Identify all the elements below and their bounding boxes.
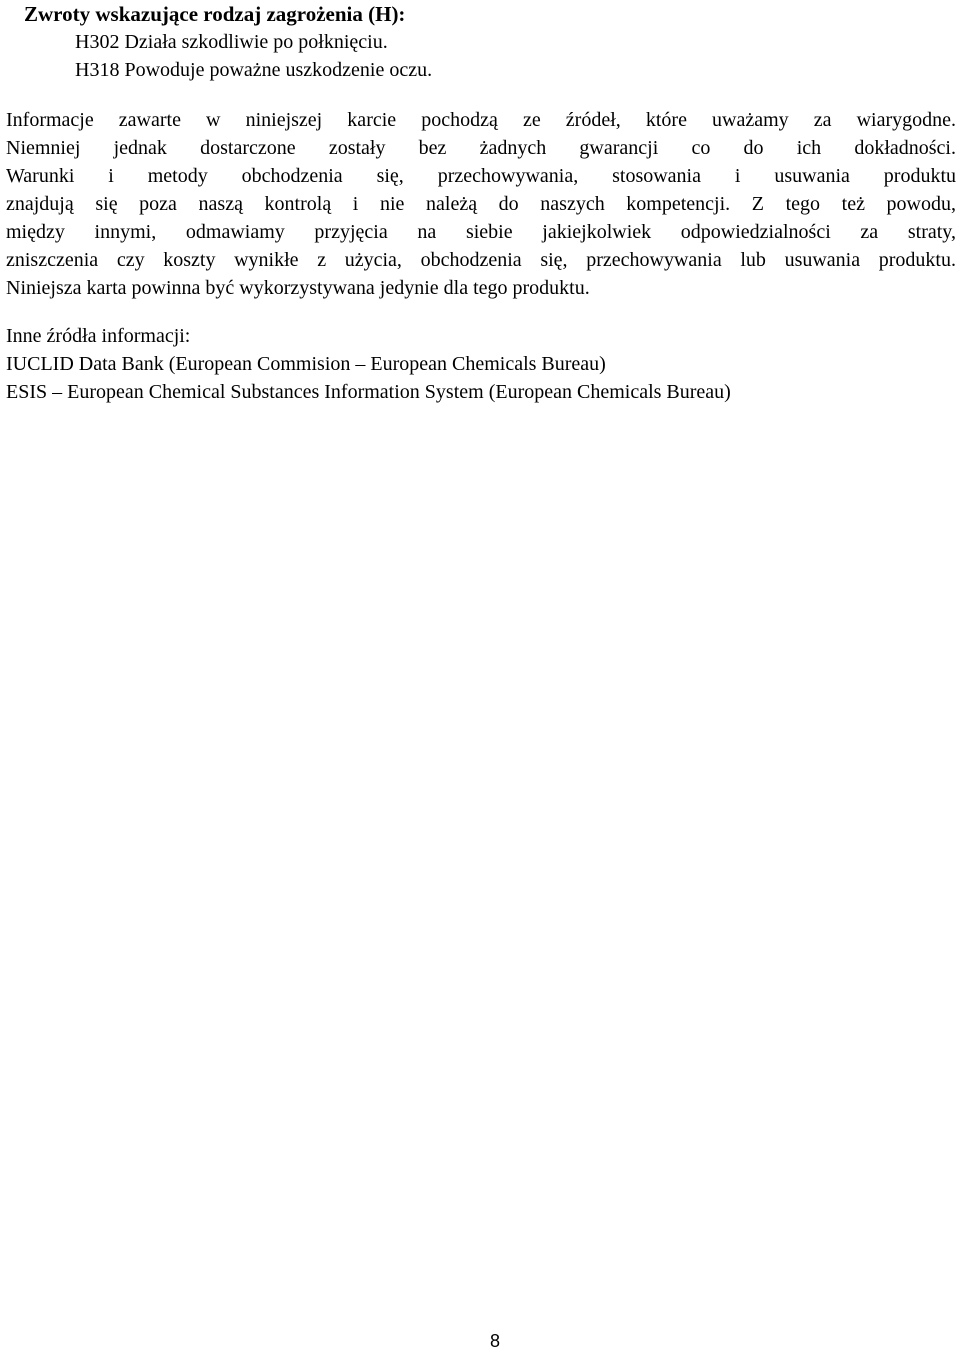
- disclaimer-line: Warunki i metody obchodzenia się, przechowywania, stosowania i usuwania produktu: [6, 165, 956, 187]
- disclaimer-line: Informacje zawarte w niniejszej karcie pochodzą ze źródeł, które uważamy za wiarygodne.: [6, 109, 956, 131]
- other-sources-section: [6, 322, 956, 406]
- other-sources-title: Inne źródła informacji:: [6, 325, 191, 347]
- disclaimer-line: zniszczenia czy koszty wynikłe z użycia, obchodzenia się, przechowywania lub usuwania produktu.: [6, 249, 956, 271]
- hazard-statements-list: [6, 28, 956, 84]
- source-item-iuclid: IUCLID Data Bank (European Commision – European Chemicals Bureau): [6, 353, 606, 375]
- source-item-esis: ESIS – European Chemical Substances Information System (European Chemicals Bureau): [6, 381, 731, 403]
- disclaimer-line: między innymi, odmawiamy przyjęcia na siebie jakiejkolwiek odpowiedzialności za straty,: [6, 221, 956, 243]
- disclaimer-line: znajdują się poza naszą kontrolą i nie należą do naszych kompetencji. Z tego też powodu,: [6, 193, 956, 215]
- document-page: [6, 0, 956, 406]
- page-number: 8: [489, 1331, 500, 1351]
- hazard-statement-h318: H318 Powoduje poważne uszkodzenie oczu.: [75, 59, 433, 81]
- disclaimer-line: Niemniej jednak dostarczone zostały bez żadnych gwarancji co do ich dokładności.: [6, 137, 956, 159]
- hazard-statement-h302: H302 Działa szkodliwie po połknięciu.: [75, 31, 388, 53]
- disclaimer-line: Niniejsza karta powinna być wykorzystywana jedynie dla tego produktu.: [6, 277, 590, 299]
- hazard-statements-heading: Zwroty wskazujące rodzaj zagrożenia (H):: [24, 2, 406, 26]
- disclaimer-paragraph: [6, 106, 956, 302]
